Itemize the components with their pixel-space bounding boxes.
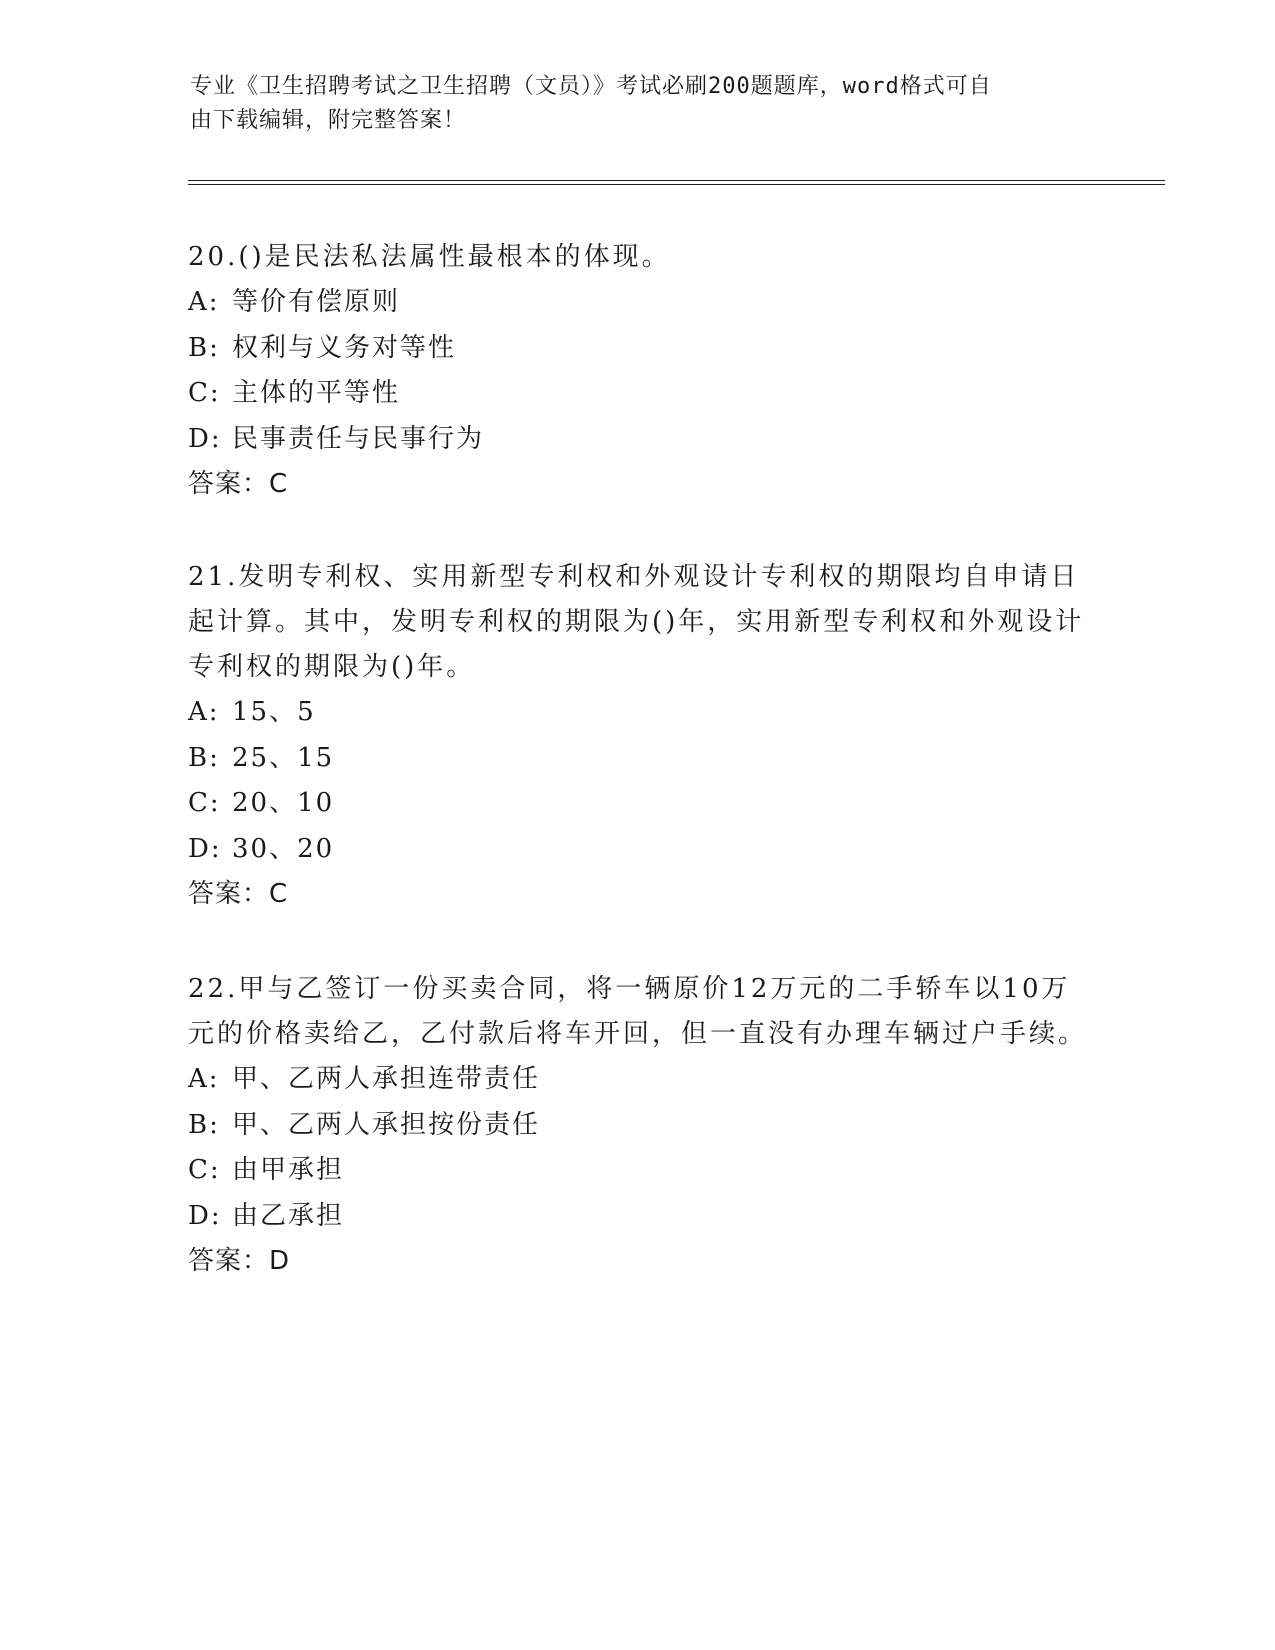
option-text: 权利与义务对等性	[232, 332, 457, 363]
option-b	[188, 326, 1088, 372]
option-text: 25、15	[232, 742, 335, 773]
option-letter: D:	[188, 1200, 222, 1231]
question-text: 20.()是民法私法属性最根本的体现。	[188, 242, 671, 272]
option-d	[188, 417, 1088, 463]
option-c	[188, 1148, 1088, 1194]
option-a	[188, 690, 1088, 736]
question-22	[188, 967, 1088, 1284]
option-a	[188, 1057, 1088, 1103]
question-text: 22.甲与乙签订一份买卖合同，将一辆原价12万元的二手轿车以10万元的价格卖给乙，乙付款后将车开回，但一直没有办理车辆过户手续。	[188, 974, 1088, 1049]
option-text: 甲、乙两人承担连带责任	[232, 1064, 541, 1094]
option-letter: A:	[188, 287, 220, 317]
option-text: 20、10	[232, 788, 335, 818]
option-letter: C:	[188, 378, 221, 408]
answer-line: 答案：C	[188, 469, 289, 499]
option-letter: D:	[188, 833, 222, 864]
option-letter: B:	[188, 742, 220, 773]
option-text: 15、5	[232, 697, 316, 727]
document-header	[190, 70, 1070, 138]
answer-line: 答案：C	[188, 879, 289, 909]
option-text: 主体的平等性	[232, 378, 401, 408]
option-letter: C:	[188, 788, 221, 818]
option-letter: A:	[188, 1064, 220, 1094]
option-letter: C:	[188, 1155, 221, 1185]
header-line-1: 专业《卫生招聘考试之卫生招聘（文员）》考试必刷200题题库，word格式可自	[190, 74, 992, 99]
option-text: 等价有偿原则	[232, 287, 401, 317]
option-text: 甲、乙两人承担按份责任	[232, 1109, 541, 1140]
option-b	[188, 1103, 1088, 1149]
header-divider	[188, 180, 1165, 185]
option-c	[188, 781, 1088, 827]
header-line-2: 由下载编辑，附完整答案！	[190, 108, 467, 133]
option-text: 由甲承担	[232, 1155, 345, 1185]
answer-line: 答案：D	[188, 1246, 291, 1276]
option-text: 民事责任与民事行为	[232, 423, 485, 454]
option-letter: B:	[188, 1109, 220, 1140]
option-c	[188, 371, 1088, 417]
option-a	[188, 280, 1088, 326]
option-letter: B:	[188, 332, 220, 363]
option-d	[188, 1194, 1088, 1240]
question-20	[188, 235, 1088, 507]
question-text: 21.发明专利权、实用新型专利权和外观设计专利权的期限均自申请日起计算。其中，发明专利权的期限为()年，实用新型专利权和外观设计专利权的期限为()年。	[188, 562, 1085, 682]
option-letter: D:	[188, 423, 222, 454]
option-letter: A:	[188, 697, 220, 727]
option-b	[188, 736, 1088, 782]
option-text: 30、20	[232, 833, 335, 864]
question-21	[188, 555, 1088, 917]
option-d	[188, 827, 1088, 873]
option-text: 由乙承担	[232, 1200, 345, 1231]
